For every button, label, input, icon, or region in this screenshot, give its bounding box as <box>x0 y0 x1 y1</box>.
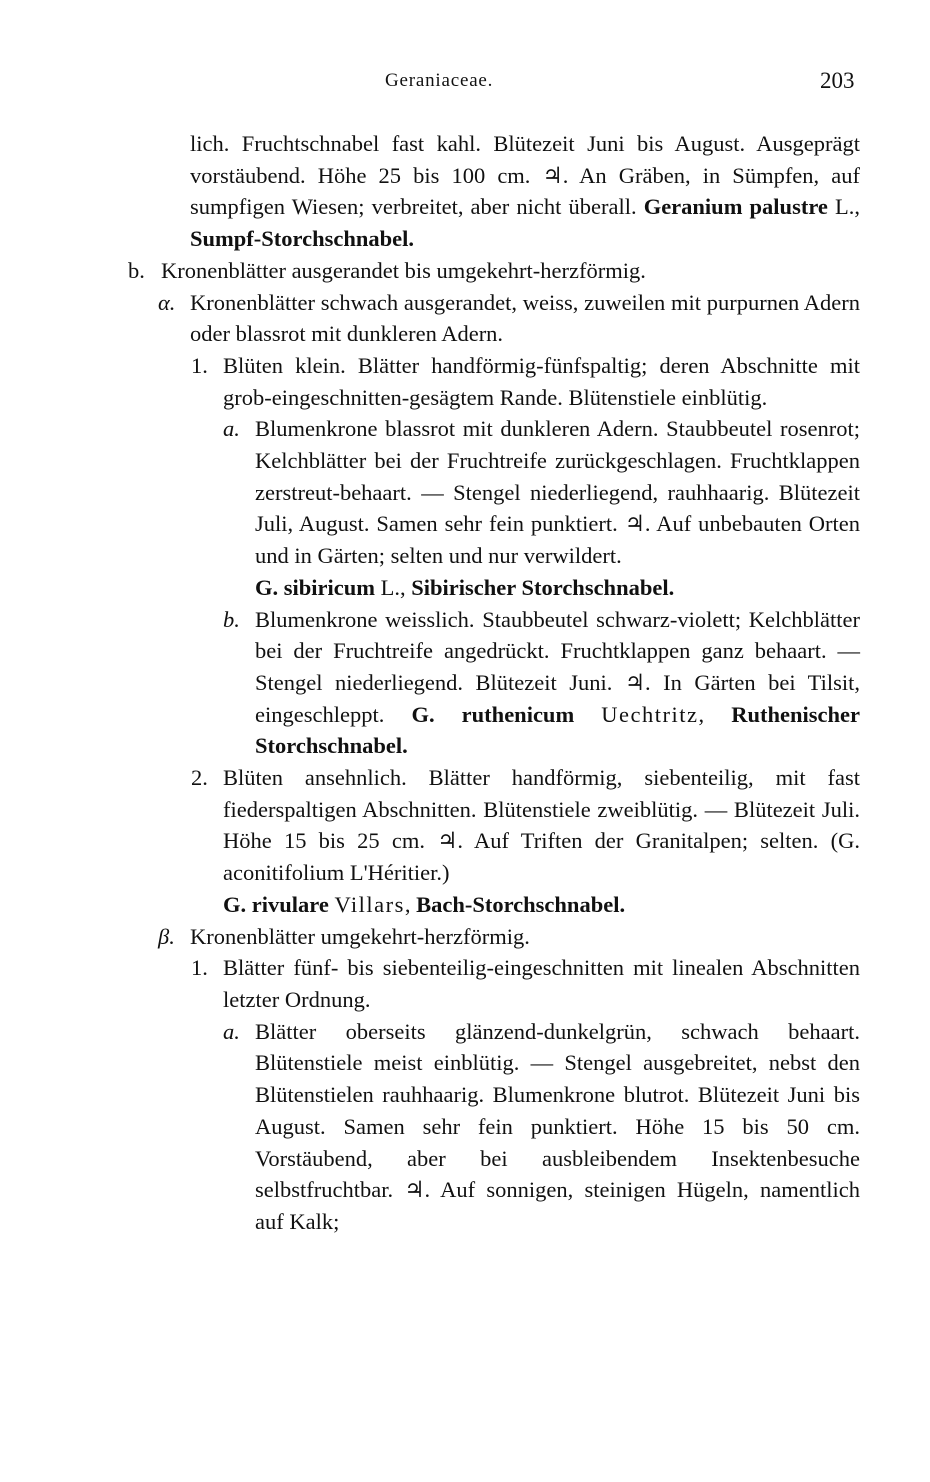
species-author: L., <box>827 194 860 220</box>
key-item-alpha-1-b: b. Blumenkrone weisslich. Staubbeutel schwarz-violett; Kelchblätter bei der Fruchtreife angedrückt. Fruchtklappen ganz behaart. — Stengel niederliegend. Blütezeit Juni. ♃. In Gärten bei Tilsit, eingeschleppt. G. ruthenicum Uechtritz, Ruthenischer Storchschnabel. <box>255 604 860 763</box>
species-author: Uechtritz <box>601 701 699 727</box>
key-item-alpha-2: 2. Blüten ansehnlich. Blätter handförmig, siebenteilig, mit fast fiederspaltigen Abschnitten. Blütenstiele zweiblütig. — Blütezeit Juli. Höhe 15 bis 25 cm. ♃. Auf Triften der Granitalpen; selten. (G. aconitifolium L'Héritier.) G. rivulare Villars, Bach-Storchschnabel. <box>223 762 860 921</box>
item-text: Blätter oberseits glänzend-dunkelgrün, schwach behaart. Blütenstiele meist einblütig. — Stengel ausgebreitet, nebst den Blütenstielen rauhhaarig. Blumenkrone blutrot. Blütezeit Juni bis August. Samen sehr fein punktiert. Höhe 15 bis 50 cm. Vorstäubend, aber bei ausbleibendem Insektenbesuche selbstfruchtbar. ♃. Auf sonnigen, steinigen Hügeln, namentlich auf Kalk; <box>255 1018 860 1234</box>
key-item-beta-1 <box>191 952 860 1015</box>
species-name: G. sibiricum <box>255 574 376 600</box>
item-text: Kronenblätter schwach ausgerandet, weiss, zuweilen mit purpurnen Adern oder blassrot mit dunkleren Adern. <box>190 289 860 347</box>
item-text: Blumenkrone blassrot mit dunkleren Adern. Staubbeutel rosenrot; Kelchblätter bei der Fruchtreife zurückgeschlagen. Fruchtklappen zerstreut-behaart. — Stengel niederliegend, rauhhaarig. Blütezeit Juli, August. Samen sehr fein punktiert. ♃. Auf unbebauten Orten und in Gärten; selten und nur verwildert. <box>255 416 860 569</box>
key-item-beta <box>158 921 860 953</box>
species-name: G. ruthenicum <box>411 701 575 727</box>
item-text: Kronenblätter umgekehrt-herzförmig. <box>190 923 530 949</box>
item-text: Kronenblätter ausgerandet bis umgekehrt-herzförmig. <box>161 257 646 283</box>
item-text: Blüten ansehnlich. Blätter handförmig, siebenteilig, mit fast fiederspaltigen Abschnitten. Blütenstiele zweiblütig. — Blütezeit Juli. Höhe 15 bis 25 cm. ♃. Auf Triften der Granitalpen; selten. (G. aconitifolium L'Héritier.) <box>223 765 860 886</box>
common-name: Ruthenischer Storchschnabel. <box>255 701 860 759</box>
page-number: 203 <box>820 68 855 93</box>
common-name: Sumpf-Storchschnabel. <box>190 226 415 252</box>
species-name: G. rivulare <box>223 891 329 917</box>
item-marker: b. <box>128 257 145 283</box>
common-name: Sibirischer Storchschnabel. <box>411 574 675 600</box>
item-marker: 1. <box>191 352 208 378</box>
item-marker: α. <box>158 289 176 315</box>
item-text: Blätter fünf- bis siebenteilig-eingeschnitten mit linealen Abschnitten letzter Ordnung. <box>223 955 860 1012</box>
species-author: Villars <box>334 891 405 917</box>
item-marker: 2. <box>191 765 208 791</box>
page-body <box>0 128 930 1238</box>
key-item-alpha-1 <box>191 350 860 413</box>
key-item-alpha-1-a <box>223 413 860 603</box>
running-head <box>0 68 930 96</box>
item-marker: b. <box>223 606 240 632</box>
common-name: Bach-Storchschnabel. <box>416 891 626 917</box>
item-text: Blüten klein. Blätter handförmig-fünfspaltig; deren Abschnitte mit grob-eingeschnitten-gesägtem Rande. Blütenstiele einblütig. <box>223 352 860 410</box>
running-title: Geraniaceae. <box>385 70 494 91</box>
species-name: Geranium palustre <box>643 194 828 220</box>
key-item-beta-1-a <box>223 1016 860 1238</box>
item-marker: 1. <box>191 955 208 981</box>
paragraph-text: lich. Fruchtschnabel fast kahl. Blütezeit Juni bis August. Ausgeprägt vorstäubend. Höhe 25 bis 100 cm. ♃. An Gräben, in Sümpfen, auf sumpfigen Wiesen; verbreitet, aber nicht überall. <box>190 131 860 220</box>
item-marker: a. <box>223 1018 240 1044</box>
item-text: Blumenkrone weisslich. Staubbeutel schwarz-violett; Kelchblätter bei der Fruchtreife angedrückt. Fruchtklappen ganz behaart. — Stengel niederliegend. Blütezeit Juni. ♃. In Gärten bei Tilsit, eingeschleppt. <box>255 606 860 727</box>
paragraph-geranium-palustre <box>190 128 860 255</box>
item-marker: a. <box>223 416 240 442</box>
item-marker: β. <box>158 923 175 949</box>
key-item-b <box>128 255 860 287</box>
key-item-alpha <box>158 287 860 350</box>
species-author: L., <box>375 574 412 600</box>
